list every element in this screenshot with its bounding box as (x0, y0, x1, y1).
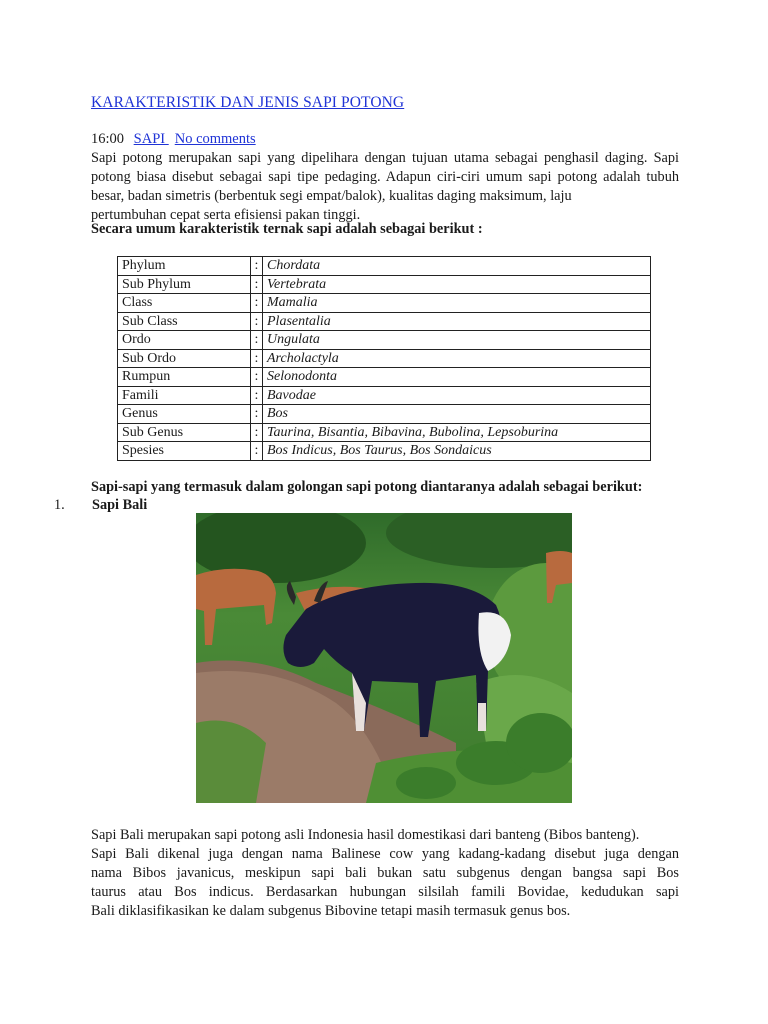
taxonomy-separator: : (251, 368, 263, 387)
taxonomy-row (118, 275, 651, 294)
types-heading: Sapi-sapi yang termasuk dalam golongan sapi potong diantaranya adalah sebagai berikut: (91, 479, 643, 495)
taxonomy-row (118, 442, 651, 461)
taxonomy-value: Ungulata (263, 331, 651, 350)
taxonomy-row (118, 294, 651, 313)
list-number: 1. (54, 497, 65, 513)
intro-line: potong biasa disebut sebagai sapi tipe pedaging. Adapun ciri-ciri umum sapi potong adalah tubuh (91, 169, 679, 185)
taxonomy-key: Genus (118, 405, 251, 424)
list-item-sapi-bali (54, 497, 147, 514)
taxonomy-value: Plasentalia (263, 312, 651, 331)
taxonomy-value: Bos (263, 405, 651, 424)
taxonomy-separator: : (251, 442, 263, 461)
characteristics-heading: Secara umum karakteristik ternak sapi adalah sebagai berikut : (91, 221, 483, 237)
taxonomy-value: Taurina, Bisantia, Bibavina, Bubolina, Lepsoburina (263, 423, 651, 442)
taxonomy-separator: : (251, 423, 263, 442)
taxonomy-table (117, 256, 651, 461)
taxonomy-key: Spesies (118, 442, 251, 461)
intro-line: besar, badan simetris (berbentuk segi empat/balok), kualitas daging maksimum, laju (91, 188, 572, 204)
taxonomy-separator: : (251, 331, 263, 350)
post-time: 16:00 (91, 131, 125, 147)
bali-line: taurus atau Bos indicus. Berdasarkan hubungan silsilah famili Bovidae, kedudukan sapi (91, 884, 679, 900)
taxonomy-value: Bos Indicus, Bos Taurus, Bos Sondaicus (263, 442, 651, 461)
taxonomy-row (118, 349, 651, 368)
article-title[interactable]: KARAKTERISTIK DAN JENIS SAPI POTONG (91, 94, 405, 111)
taxonomy-separator: : (251, 275, 263, 294)
taxonomy-separator: : (251, 349, 263, 368)
taxonomy-value: Selonodonta (263, 368, 651, 387)
cattle-illustration (196, 513, 572, 803)
taxonomy-row (118, 368, 651, 387)
taxonomy-key: Ordo (118, 331, 251, 350)
taxonomy-key: Phylum (118, 257, 251, 276)
taxonomy-row (118, 331, 651, 350)
bali-line: Sapi Bali dikenal juga dengan nama Balinese cow yang kadang-kadang disebut juga dengan (91, 846, 679, 862)
taxonomy-value: Vertebrata (263, 275, 651, 294)
taxonomy-separator: : (251, 386, 263, 405)
taxonomy-separator: : (251, 405, 263, 424)
bali-line: Bali diklasifikasikan ke dalam subgenus Bibovine tetapi masih termasuk genus bos. (91, 903, 571, 919)
comments-link[interactable]: No comments (174, 131, 256, 147)
taxonomy-separator: : (251, 312, 263, 331)
bali-line: nama Bibos javanicus, meskipun sapi bali bukan satu subgenus dengan bangsa sapi Bos (91, 865, 679, 881)
taxonomy-key: Class (118, 294, 251, 313)
taxonomy-value: Chordata (263, 257, 651, 276)
intro-paragraph (91, 149, 679, 225)
intro-line: pertumbuhan cepat serta efisiensi pakan tinggi. (91, 207, 361, 223)
taxonomy-row (118, 386, 651, 405)
taxonomy-value: Mamalia (263, 294, 651, 313)
taxonomy-row (118, 423, 651, 442)
list-label: Sapi Bali (92, 497, 148, 513)
taxonomy-separator: : (251, 294, 263, 313)
sapi-bali-paragraph (91, 826, 679, 921)
taxonomy-key: Rumpun (118, 368, 251, 387)
category-link[interactable]: SAPI (133, 131, 169, 147)
sapi-bali-photo (196, 513, 572, 803)
taxonomy-key: Sub Class (118, 312, 251, 331)
taxonomy-row (118, 405, 651, 424)
taxonomy-key: Sub Phylum (118, 275, 251, 294)
bali-line: Sapi Bali merupakan sapi potong asli Indonesia hasil domestikasi dari banteng (Bibos banteng). (91, 827, 640, 843)
taxonomy-value: Archolactyla (263, 349, 651, 368)
taxonomy-key: Famili (118, 386, 251, 405)
post-meta (91, 131, 256, 148)
taxonomy-key: Sub Ordo (118, 349, 251, 368)
intro-line: Sapi potong merupakan sapi yang dipelihara dengan tujuan utama sebagai penghasil daging. Sapi (91, 150, 679, 166)
taxonomy-separator: : (251, 257, 263, 276)
taxonomy-value: Bavodae (263, 386, 651, 405)
taxonomy-row (118, 257, 651, 276)
taxonomy-key: Sub Genus (118, 423, 251, 442)
taxonomy-row (118, 312, 651, 331)
